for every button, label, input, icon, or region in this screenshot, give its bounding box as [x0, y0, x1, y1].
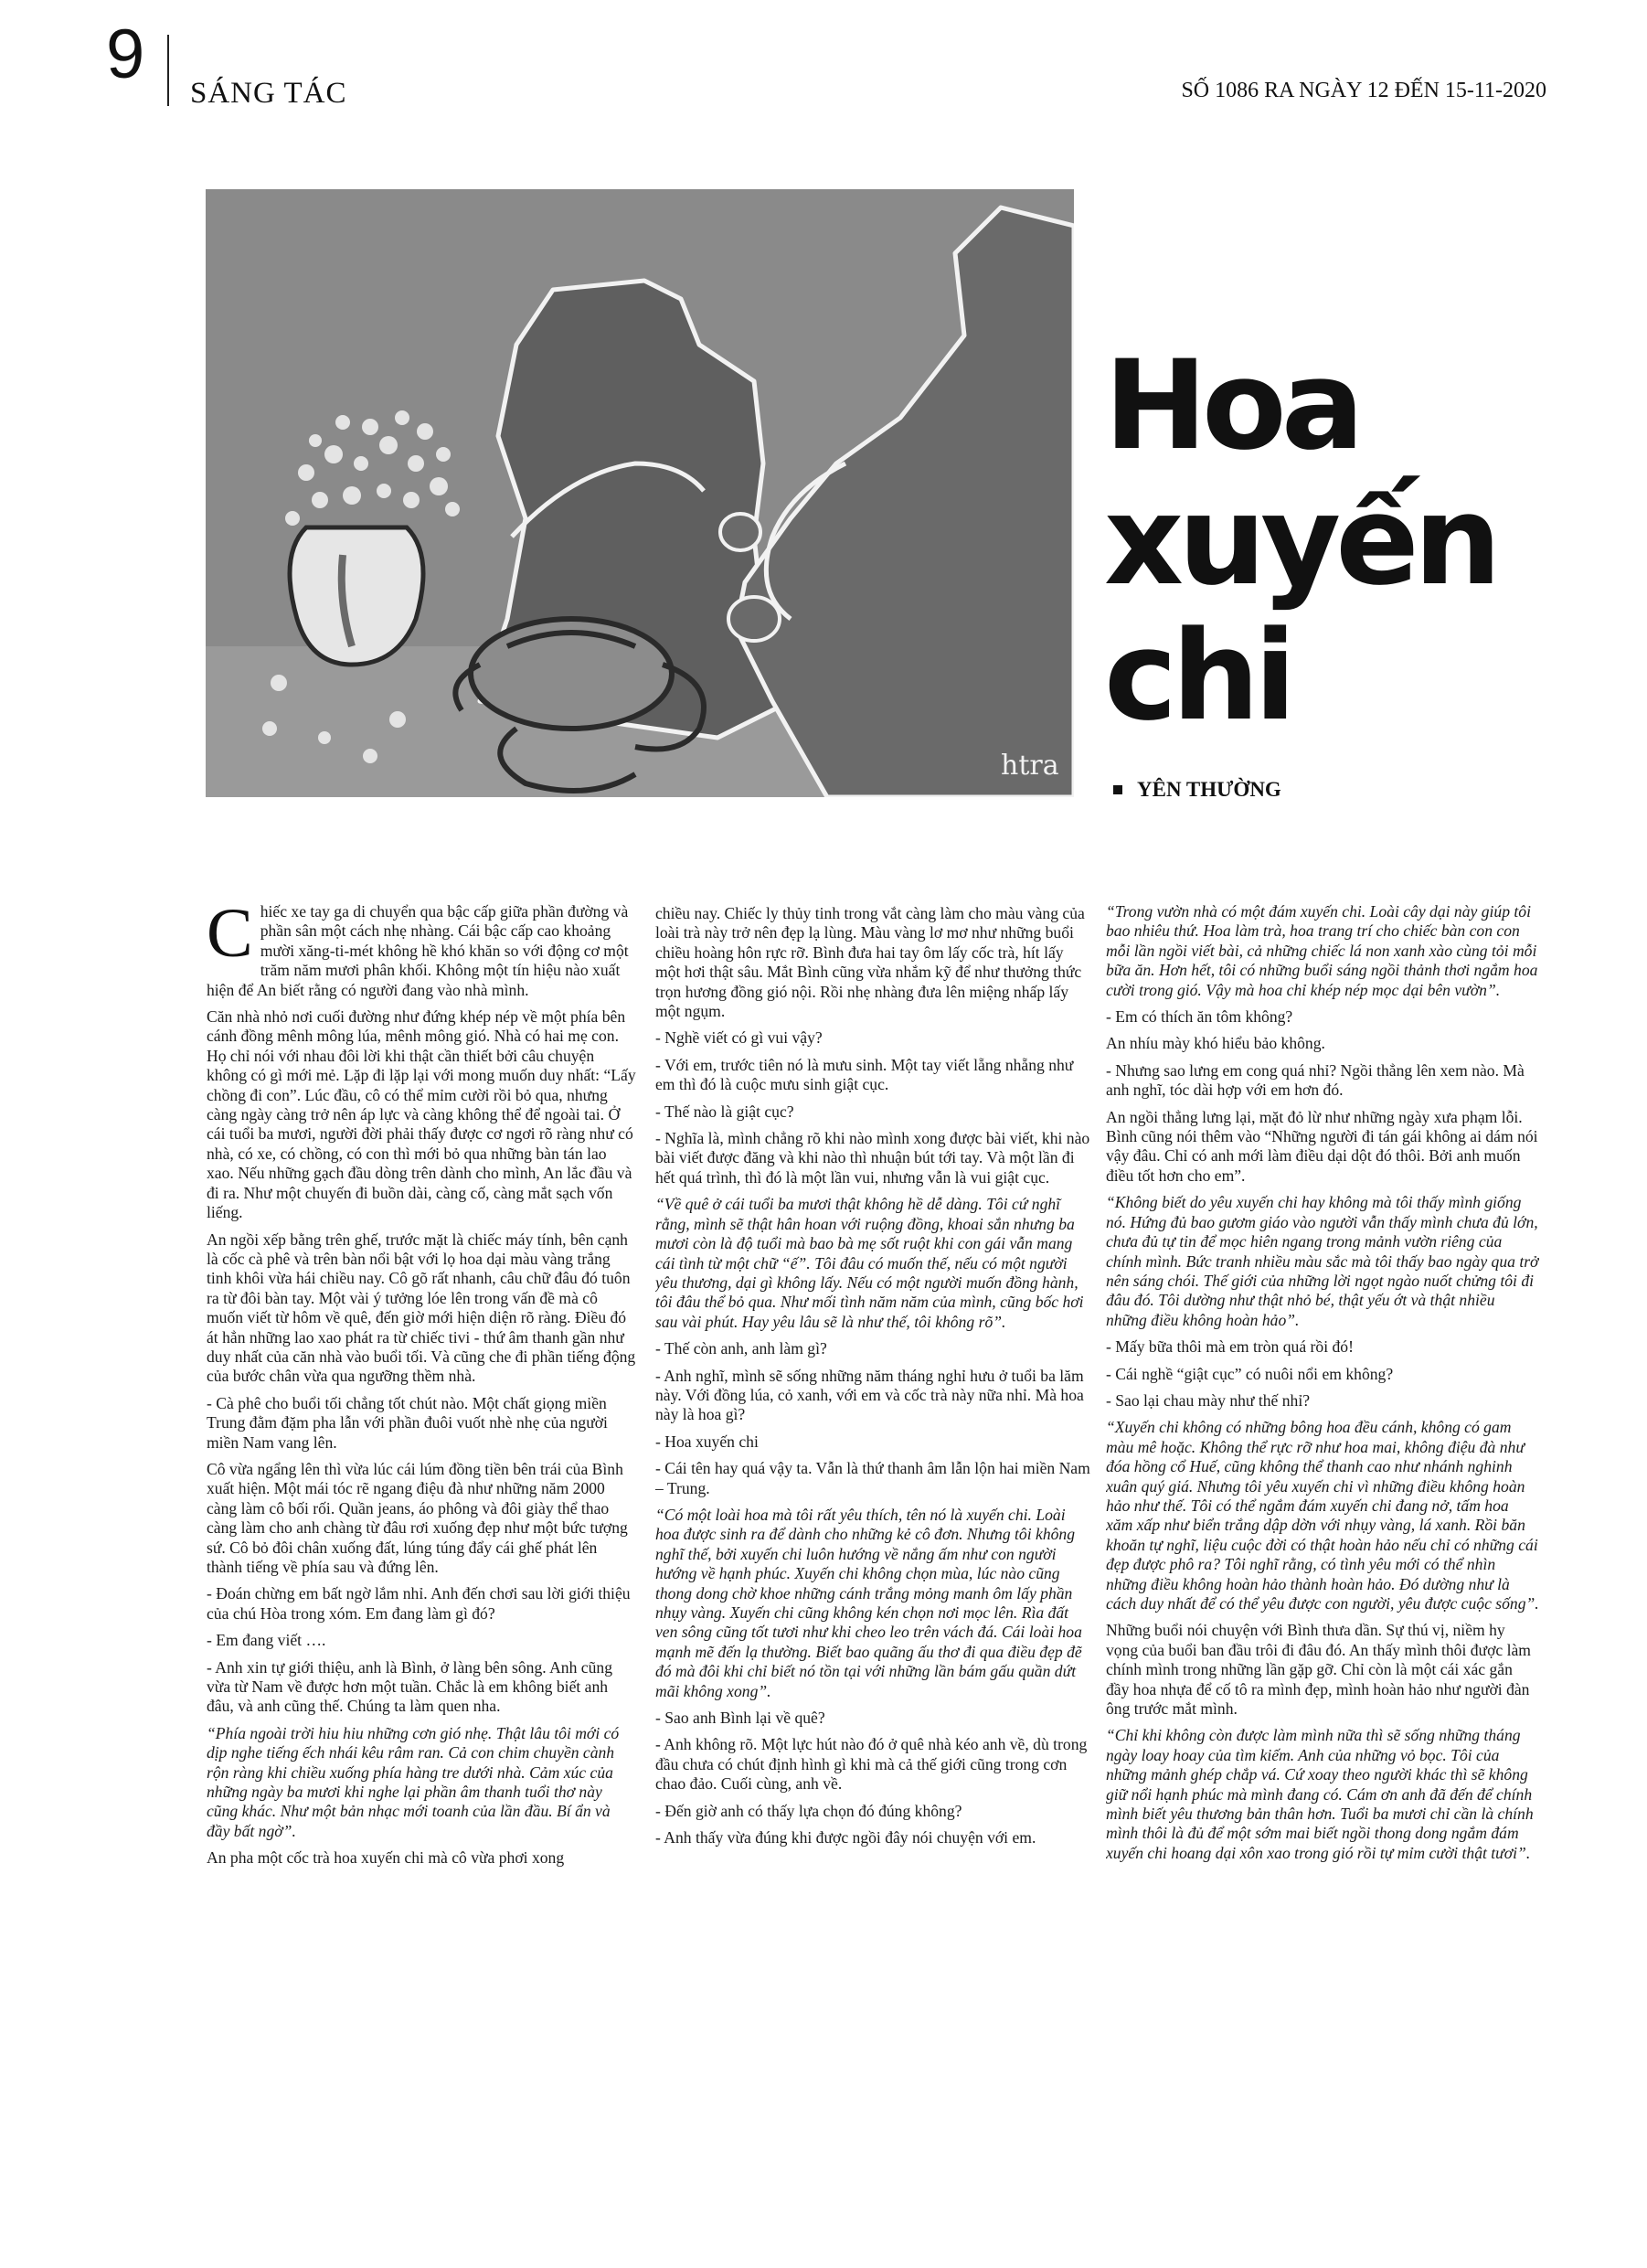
title-line: xuyến	[1104, 469, 1496, 612]
title-line: Hoa	[1104, 334, 1359, 477]
article-paragraph: - Thế nào là giật cục?	[655, 1102, 794, 1121]
italic-paragraph: “Trong vườn nhà có một đám xuyến chi. Loài cây dại này giúp tôi bao nhiêu thứ. Hoa làm trà, hoa trang trí cho chiếc bàn con con mỗi lần ngồi viết bài, cả những chiếc lá non xanh xào cùng tỏi mỗi bữa ăn. Hơn hết, tôi có những buổi sáng ngồi thảnh thơi ngắm hoa cười trong gió. Vậy mà hoa chỉ khép nép mọc dại bên vườn”.	[1106, 902, 1538, 999]
title-line: chi	[1104, 604, 1291, 748]
story-illustration	[206, 189, 1074, 797]
section-title: SÁNG TÁC	[190, 77, 347, 110]
article-paragraph: - Sao lại chau mày như thế nhỉ?	[1106, 1390, 1311, 1410]
flower-vase	[290, 527, 423, 665]
article-paragraph: Căn nhà nhỏ nơi cuối đường như đứng khép nép về một phía bên cánh đồng mênh mông lúa, mênh mông gió. Nhà có hai mẹ con. Họ chỉ nói với nhau đôi lời khi thật cần thiết bởi câu chuyện không có gì mới mẻ. Lặp đi lặp lại với mong muốn duy nhất: “Lấy chồng đi con”. Lúc đầu, cô có thể mỉm cười rồi bỏ qua, nhưng càng ngày càng trở nên áp lực và càng không thể để ngoài tai. Ở cái tuổi ba mươi, người đời phải thấy được cơ ngơi rõ ràng như có nhà, có xe, có chồng, có con thì mới bỏ qua những bàn tán lao xao. Nếu những gạch đầu dòng trên dành cho mình, An lắc đầu và đi ra. Như một chuyến đi buồn dài, càng cố, càng mắt sạch vốn liếng.	[207, 1007, 636, 1222]
article-paragraph: - Anh nghĩ, mình sẽ sống những năm tháng nghỉ hưu ở tuổi ba lăm này. Với đồng lúa, cỏ xanh, với em và cốc trà này nữa nhỉ. Mà hoa này là hoa gì?	[655, 1366, 1084, 1424]
italic-paragraph: “Chỉ khi không còn được làm mình nữa thì sẽ sống những tháng ngày loay hoay của tìm kiếm. Anh của những vỏ bọc. Tôi của những mảnh ghép chắp vá. Cứ xoay theo người khác thì sẽ không giữ nổi hạnh phúc mà mình đang có. Cám ơn anh đã đến để chính mình biết yêu thương bản thân hơn. Tuổi ba mươi chỉ cần là chính mình thôi là đủ để một sớm mai biết ngồi thong dong ngắm đám xuyến chi hoang dại xôn xao trong gió rồi tự mỉm cười thật tươi”.	[1106, 1726, 1534, 1862]
italic-paragraph: “Xuyến chi không có những bông hoa đều cánh, không có gam màu mê hoặc. Không thể rực rỡ như hoa mai, không điệu đà như đóa hồng cổ Huế, cũng không thể thanh cao như nhánh nghinh xuân quý giá. Nhưng tôi yêu xuyến chi vì những điều không hoàn hảo như thế. Tôi có thể ngắm đám xuyến chi đang nở, tấm hoa xăm xấp như biển trắng dập dờn với nhụy vàng, lá xanh. Rồi băn khoăn tự nghĩ, liệu cuộc đời có thật hoàn hảo nếu chỉ có những cái đẹp được phô ra? Tôi nghĩ rằng, có tình yêu mới có thể nhìn những điều không hoàn hảo thành hoàn hảo. Đó dường như là cách duy nhất để có thể yêu được con người, yêu được cuộc sống”.	[1106, 1418, 1539, 1613]
issue-date: SỐ 1086 RA NGÀY 12 ĐẾN 15-11-2020	[1181, 79, 1546, 102]
illustration-drawing	[206, 189, 1074, 797]
article-paragraph: - Mấy bữa thôi mà em tròn quá rồi đó!	[1106, 1337, 1354, 1357]
article-paragraph: An ngồi thẳng lưng lại, mặt đỏ lừ như những ngày xưa phạm lỗi. Bình cũng nói thêm vào “Những người đi tán gái không ai dám nói vậy đâu. Chỉ có anh mới làm điều dại dột đó thôi. Bởi anh muốn điều tốt hơn cho em”.	[1106, 1107, 1538, 1185]
article-paragraph: chiều nay. Chiếc ly thủy tinh trong vắt càng làm cho màu vàng của loài trà này trở nên đẹp lạ lùng. Màu vàng lơ mơ như những buổi chiều hoàng hôn rực rỡ. Bình đưa hai tay ôm lấy cốc trà, hít lấy một hơi thật sâu. Mắt Bình cũng vừa nhắm kỹ để như thưởng thức trọn hương đồng gió nội. Rồi nhẹ nhàng đưa lên miệng nhấp lấy một ngụm.	[655, 904, 1085, 1021]
article-paragraph: - Anh không rõ. Một lực hút nào đó ở quê nhà kéo anh về, dù trong đầu chưa có chút định hình gì khi mà cả thế giới cũng trong cơn chao đảo. Cuối cùng, anh về.	[655, 1735, 1088, 1794]
article-paragraph: - Em đang viết ….	[207, 1631, 326, 1650]
article-paragraph: - Nhưng sao lưng em cong quá nhỉ? Ngồi thẳng lên xem nào. Mà anh nghĩ, tóc dài hợp với em hơn đó.	[1106, 1060, 1525, 1100]
article-paragraph: Cô vừa ngẩng lên thì vừa lúc cái lúm đồng tiền bên trái của Bình xuất hiện. Một mái tóc rẽ ngang điệu đà như những năm 2000 càng làm cô bối rối. Quần jeans, áo phông và đôi giày thể thao càng làm cho anh chàng từ đâu rơi xuống đẹp như một bức tượng sứ. Cô bỏ đôi chân xuống đất, lúng túng đẩy cái ghế phát lên thành tiếng về phía sau và đứng lên.	[207, 1459, 628, 1576]
article-column-2	[655, 904, 1092, 2220]
article-paragraph: - Cái nghề “giật cục” có nuôi nổi em không?	[1106, 1364, 1394, 1383]
article-paragraph: - Với em, trước tiên nó là mưu sinh. Một tay viết lẵng nhẵng như em thì đó là cuộc mưu sinh giật cục.	[655, 1055, 1074, 1094]
article-paragraph: - Đoán chừng em bất ngờ lắm nhỉ. Anh đến chơi sau lời giới thiệu của chú Hòa trong xóm. Em đang làm gì đó?	[207, 1584, 631, 1623]
italic-paragraph: “Phía ngoài trời hiu hiu những cơn gió nhẹ. Thật lâu tôi mới có dịp nghe tiếng ếch nhái kêu râm ran. Cả con chim chuyền cành rộn ràng khi chiều xuống phía hàng tre dưới nhà. Cảm xúc của những ngày ba mươi khi nghe lại phần âm thanh tuổi thơ này cũng khác. Như một bản nhạc mới toanh của lần đầu. Bí ẩn và đầy bất ngờ”.	[207, 1723, 620, 1840]
first-paragraph-text: hiếc xe tay ga di chuyển qua bậc cấp giữa phần đường và phần sân một cách nhẹ nhàng. Cái bậc cấp cao khoảng mười xăng-ti-mét không hề khó khăn so với động cơ một trăm năm mươi phân khối. Không một tín hiệu nào xuất hiện để An biết rằng có người đang vào nhà mình.	[207, 902, 629, 999]
header-divider	[167, 35, 169, 106]
byline-bullet-icon	[1113, 785, 1122, 794]
article-paragraph: An nhíu mày khó hiểu bảo không.	[1106, 1034, 1325, 1053]
article-paragraph: - Cà phê cho buổi tối chẳng tốt chút nào. Một chất giọng miền Trung đằm đặm pha lẫn với phần đuôi vuốt nhè nhẹ của người miền Nam vang lên.	[207, 1393, 608, 1452]
article-column-1	[207, 902, 636, 2219]
article-paragraph	[207, 902, 636, 1000]
article-paragraph: - Thế còn anh, anh làm gì?	[655, 1339, 827, 1358]
article-paragraph: - Em có thích ăn tôm không?	[1106, 1007, 1293, 1027]
article-paragraph: - Anh xin tự giới thiệu, anh là Bình, ở làng bên sông. Anh cũng vừa từ Nam về được hơn một tuần. Chắc là em không biết anh đâu, và anh cũng thế. Chúng ta làm quen nha.	[207, 1657, 613, 1716]
author-name: YÊN THƯỜNG	[1137, 778, 1281, 801]
author-byline	[1113, 778, 1281, 802]
italic-paragraph: “Về quê ở cái tuổi ba mươi thật không hề dễ dàng. Tôi cứ nghĩ rằng, mình sẽ thật hân hoan với ruộng đồng, khoai sắn nhưng ba mươi còn là độ tuổi mà bao bà mẹ sốt ruột khi con gái vẫn mang cái tình từ một chữ “ế”. Tôi đâu có muốn thế, nếu có một người yêu thương, dại gì không lấy. Nếu có một người muốn đồng hành, tôi đâu thể bỏ qua. Như mối tình năm năm của mình, cũng bốc hơi sau vài phút. Hay yêu lâu sẽ là như thế, tôi không rõ”.	[655, 1195, 1084, 1331]
article-paragraph: An ngồi xếp bằng trên ghế, trước mặt là chiếc máy tính, bên cạnh là cốc cà phê và trên bàn nổi bật với lọ hoa dại màu vàng trắng tinh khôi vừa hái chiều nay. Cô gõ rất nhanh, câu chữ đâu đó tuôn ra từ đôi bàn tay. Một vài ý tưởng lóe lên trong vấn đề mà cô muốn viết từ hôm về quê, đến giờ mới hiện diện rõ ràng. Điều đó át hẳn những lao xao phát ra từ chiếc tivi - thứ âm thanh gần như duy nhất của căn nhà vào buổi tối. Và cũng che đi phần tiếng động của bước chân vừa qua ngưỡng thềm nhà.	[207, 1230, 636, 1386]
artist-signature: htra	[1001, 750, 1059, 782]
article-title	[1104, 334, 1579, 748]
italic-paragraph: “Có một loài hoa mà tôi rất yêu thích, tên nó là xuyến chi. Loài hoa được sinh ra để dành cho những kẻ cô đơn. Nhưng tôi không nghĩ thế, bởi xuyến chi luôn hướng về nắng ấm như con người hướng về hạnh phúc. Xuyến chi không chọn mùa, lúc nào cũng thong dong chờ khoe những cánh trắng mỏng manh ôm lấy phần nhụy vàng. Xuyến chi cũng không kén chọn nơi mọc lên. Rìa đất ven sông cũng tốt tươi như khi cheo leo trên vách đá. Cái loài hoa mạnh mẽ đến lạ thường. Biết bao quãng ấu thơ đi qua điều đẹp đẽ đó mà đôi khi chỉ biết nó tồn tại với những lần bám gấu quần dứt mãi không xong”.	[655, 1505, 1082, 1700]
article-paragraph: Những buổi nói chuyện với Bình thưa dần. Sự thú vị, niềm hy vọng của buổi ban đầu trôi đi đâu đó. An thấy mình thôi được làm chính mình trong những lần gặp gỡ. Chỉ còn là một cái xác gắn đầy hoa nhựa để cố tô ra mình đẹp, mình hoàn hảo như người đàn ông trước mắt mình.	[1106, 1621, 1531, 1719]
article-paragraph: - Sao anh Bình lại về quê?	[655, 1709, 825, 1728]
article-paragraph: - Đến giờ anh có thấy lựa chọn đó đúng không?	[655, 1801, 962, 1820]
article-paragraph: - Hoa xuyến chi	[655, 1432, 759, 1451]
article-paragraph: An pha một cốc trà hoa xuyến chi mà cô vừa phơi xong	[207, 1848, 565, 1868]
drop-cap: C	[207, 902, 253, 972]
italic-paragraph: “Không biết do yêu xuyến chi hay không mà tôi thấy mình giống nó. Hứng đủ bao gươm giáo vào người vẫn thấy mình chưa đủ lớn, chưa đủ tự tin để mọc hiên ngang trong mảnh vườn riêng của chính mình. Bức tranh nhiều màu sắc mà tôi thấy bao ngày qua trở nên sáng chói. Thế giới của những lời ngọt ngào nuốt chửng tôi đi đâu đó. Tôi dường như thật nhỏ bé, thật yếu ớt và thật nhiều những điều không hoàn hảo”.	[1106, 1193, 1539, 1329]
article-paragraph: - Cái tên hay quá vậy ta. Vẫn là thứ thanh âm lẫn lộn hai miền Nam – Trung.	[655, 1459, 1090, 1497]
article-paragraph: - Nghề viết có gì vui vậy?	[655, 1028, 823, 1048]
article-column-3	[1106, 902, 1539, 2219]
article-paragraph: - Nghĩa là, mình chẳng rõ khi nào mình xong được bài viết, khi nào bài viết được đăng và khi nào thì nhuận bút tới tay. Và một lần đi hết quá trình, thì đó là một lần vui, nhưng vẫn là vui giật cục.	[655, 1129, 1090, 1187]
page-number: 9	[106, 16, 145, 93]
article-paragraph: - Anh thấy vừa đúng khi được ngồi đây nói chuyện với em.	[655, 1828, 1036, 1847]
